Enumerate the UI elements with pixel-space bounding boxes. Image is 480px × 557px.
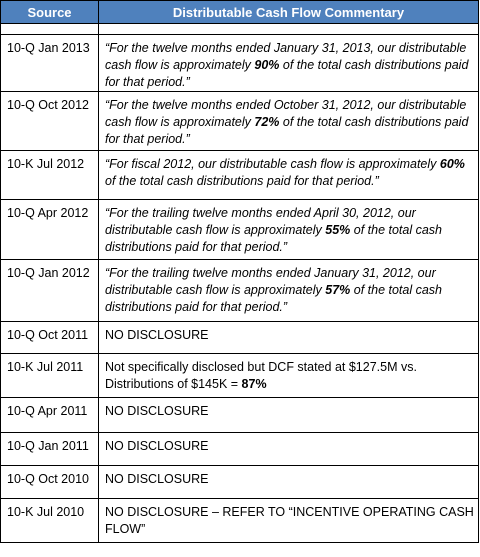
- table-row: [1, 322, 479, 354]
- source-cell: 10-K Jul 2012: [1, 151, 99, 200]
- spacer-row: [1, 24, 479, 35]
- source-cell: 10-Q Oct 2012: [1, 92, 99, 151]
- table-row: [1, 200, 479, 260]
- source-cell: 10-Q Jan 2011: [1, 433, 99, 466]
- source-cell: 10-Q Apr 2012: [1, 200, 99, 260]
- table-row: [1, 398, 479, 433]
- commentary-cell: “For the twelve months ended January 31, 2013, our distributable cash flow is approximately 90% of the total cash distributions paid for that period.”: [99, 35, 479, 92]
- header-row: [1, 1, 479, 24]
- table-row: [1, 151, 479, 200]
- source-cell: 10-Q Oct 2010: [1, 466, 99, 499]
- table-row: [1, 260, 479, 322]
- table-row: [1, 433, 479, 466]
- commentary-cell: Not specifically disclosed but DCF stated at $127.5M vs. Distributions of $145K = 87%: [99, 354, 479, 398]
- source-cell: 10-K Jul 2011: [1, 354, 99, 398]
- percent-value: 90%: [254, 58, 280, 72]
- commentary-cell: “For the trailing twelve months ended January 31, 2012, our distributable cash flow is approximately 57% of the total cash distributions paid for that period.”: [99, 260, 479, 322]
- table-row: [1, 466, 479, 499]
- percent-value: 87%: [241, 377, 267, 391]
- source-cell: 10-K Jul 2010: [1, 499, 99, 543]
- source-cell: 10-Q Jan 2012: [1, 260, 99, 322]
- percent-value: 55%: [325, 223, 351, 237]
- commentary-cell: NO DISCLOSURE: [99, 433, 479, 466]
- source-cell: 10-Q Jan 2013: [1, 35, 99, 92]
- source-cell: 10-Q Oct 2011: [1, 322, 99, 354]
- table-row: [1, 35, 479, 92]
- commentary-cell: NO DISCLOSURE: [99, 398, 479, 433]
- commentary-cell: “For fiscal 2012, our distributable cash flow is approximately 60% of the total cash distributions paid for that period.”: [99, 151, 479, 200]
- table-row: [1, 499, 479, 543]
- percent-value: 72%: [254, 115, 280, 129]
- header-commentary: Distributable Cash Flow Commentary: [99, 1, 479, 24]
- table-row: [1, 354, 479, 398]
- commentary-cell: NO DISCLOSURE: [99, 322, 479, 354]
- percent-value: 57%: [325, 283, 351, 297]
- header-source: Source: [1, 1, 99, 24]
- commentary-cell: “For the trailing twelve months ended April 30, 2012, our distributable cash flow is approximately 55% of the total cash distributions paid for that period.”: [99, 200, 479, 260]
- commentary-cell: NO DISCLOSURE: [99, 466, 479, 499]
- percent-value: 60%: [439, 157, 465, 171]
- commentary-cell: “For the twelve months ended October 31, 2012, our distributable cash flow is approximately 72% of the total cash distributions paid for that period.”: [99, 92, 479, 151]
- table-row: [1, 92, 479, 151]
- source-cell: 10-Q Apr 2011: [1, 398, 99, 433]
- commentary-cell: NO DISCLOSURE – REFER TO “INCENTIVE OPERATING CASH FLOW”: [99, 499, 479, 543]
